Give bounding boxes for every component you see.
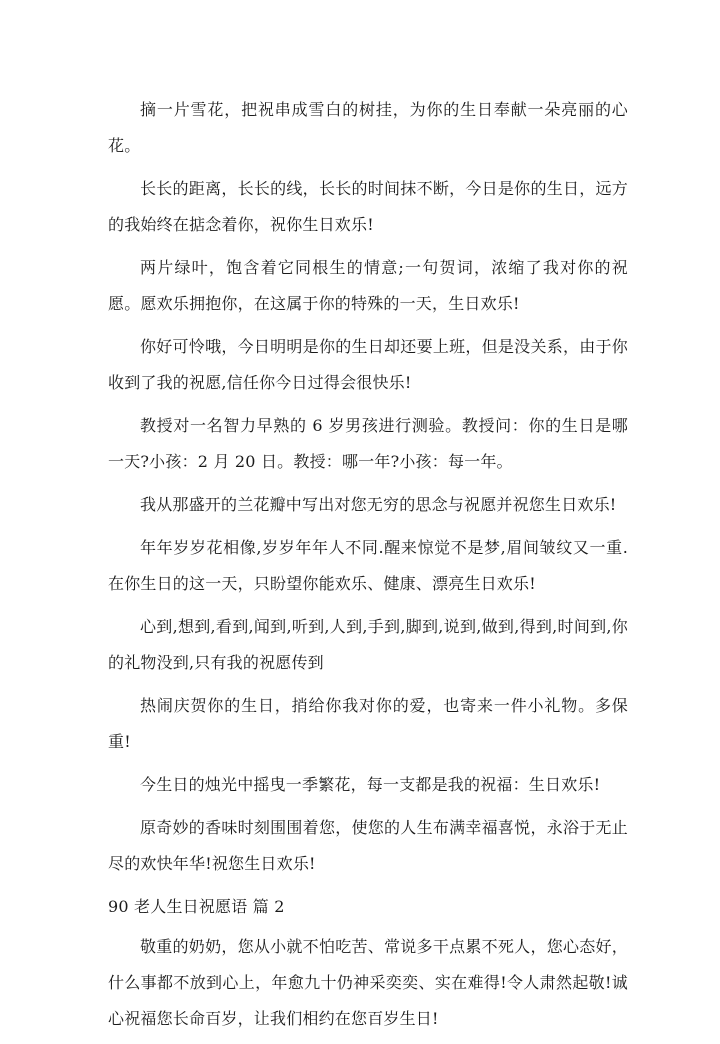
section-heading: 90 老人生日祝愿语 篇 2 bbox=[108, 897, 285, 916]
paragraph-6: 我从那盛开的兰花瓣中写出对您无穷的思念与祝愿并祝您生日欢乐! bbox=[140, 495, 617, 514]
document-body bbox=[108, 92, 628, 1044]
paragraph-4: 你好可怜哦，今日明明是你的生日却还要上班，但是没关系，由于你收到了我的祝愿,信任你今日过得会很快乐! bbox=[108, 337, 628, 392]
paragraph-12: 敬重的奶奶，您从小就不怕吃苦、常说多干点累不死人，您心态好，什么事都不放到心上，年愈九十仍神采奕奕、实在难得!令人肃然起敬!诚心祝福您长命百岁，让我们相约在您百岁生日! bbox=[108, 937, 628, 1028]
paragraph-8: 心到,想到,看到,闻到,听到,人到,手到,脚到,说到,做到,得到,时间到,你的礼物没到,只有我的祝愿传到 bbox=[108, 617, 628, 672]
paragraph-2: 长长的距离，长长的线，长长的时间抹不断，今日是你的生日，远方的我始终在掂念着你，祝你生日欢乐! bbox=[108, 179, 628, 234]
paragraph-5: 教授对一名智力早熟的 6 岁男孩进行测验。教授问：你的生日是哪一天?小孩：2 月 20 日。教授：哪一年?小孩：每一年。 bbox=[108, 416, 628, 471]
paragraph-9: 热闹庆贺你的生日，捎给你我对你的爱，也寄来一件小礼物。多保重! bbox=[108, 696, 628, 751]
paragraph-3: 两片绿叶，饱含着它同根生的情意;一句贺词，浓缩了我对你的祝愿。愿欢乐拥抱你，在这属于你的特殊的一天，生日欢乐! bbox=[108, 258, 628, 313]
paragraph-11: 原奇妙的香味时刻围围着您，使您的人生布满幸福喜悦，永浴于无止尽的欢快年华!祝您生日欢乐! bbox=[108, 818, 628, 873]
paragraph-10: 今生日的烛光中摇曳一季繁花，每一支都是我的祝福：生日欢乐! bbox=[140, 775, 601, 794]
paragraph-7: 年年岁岁花相像,岁岁年年人不同.醒来惊觉不是梦,眉间皱纹又一重.在你生日的这一天，只盼望你能欢乐、健康、漂亮生日欢乐! bbox=[108, 538, 628, 593]
paragraph-1: 摘一片雪花，把祝串成雪白的树挂，为你的生日奉献一朵亮丽的心花。 bbox=[108, 100, 628, 155]
